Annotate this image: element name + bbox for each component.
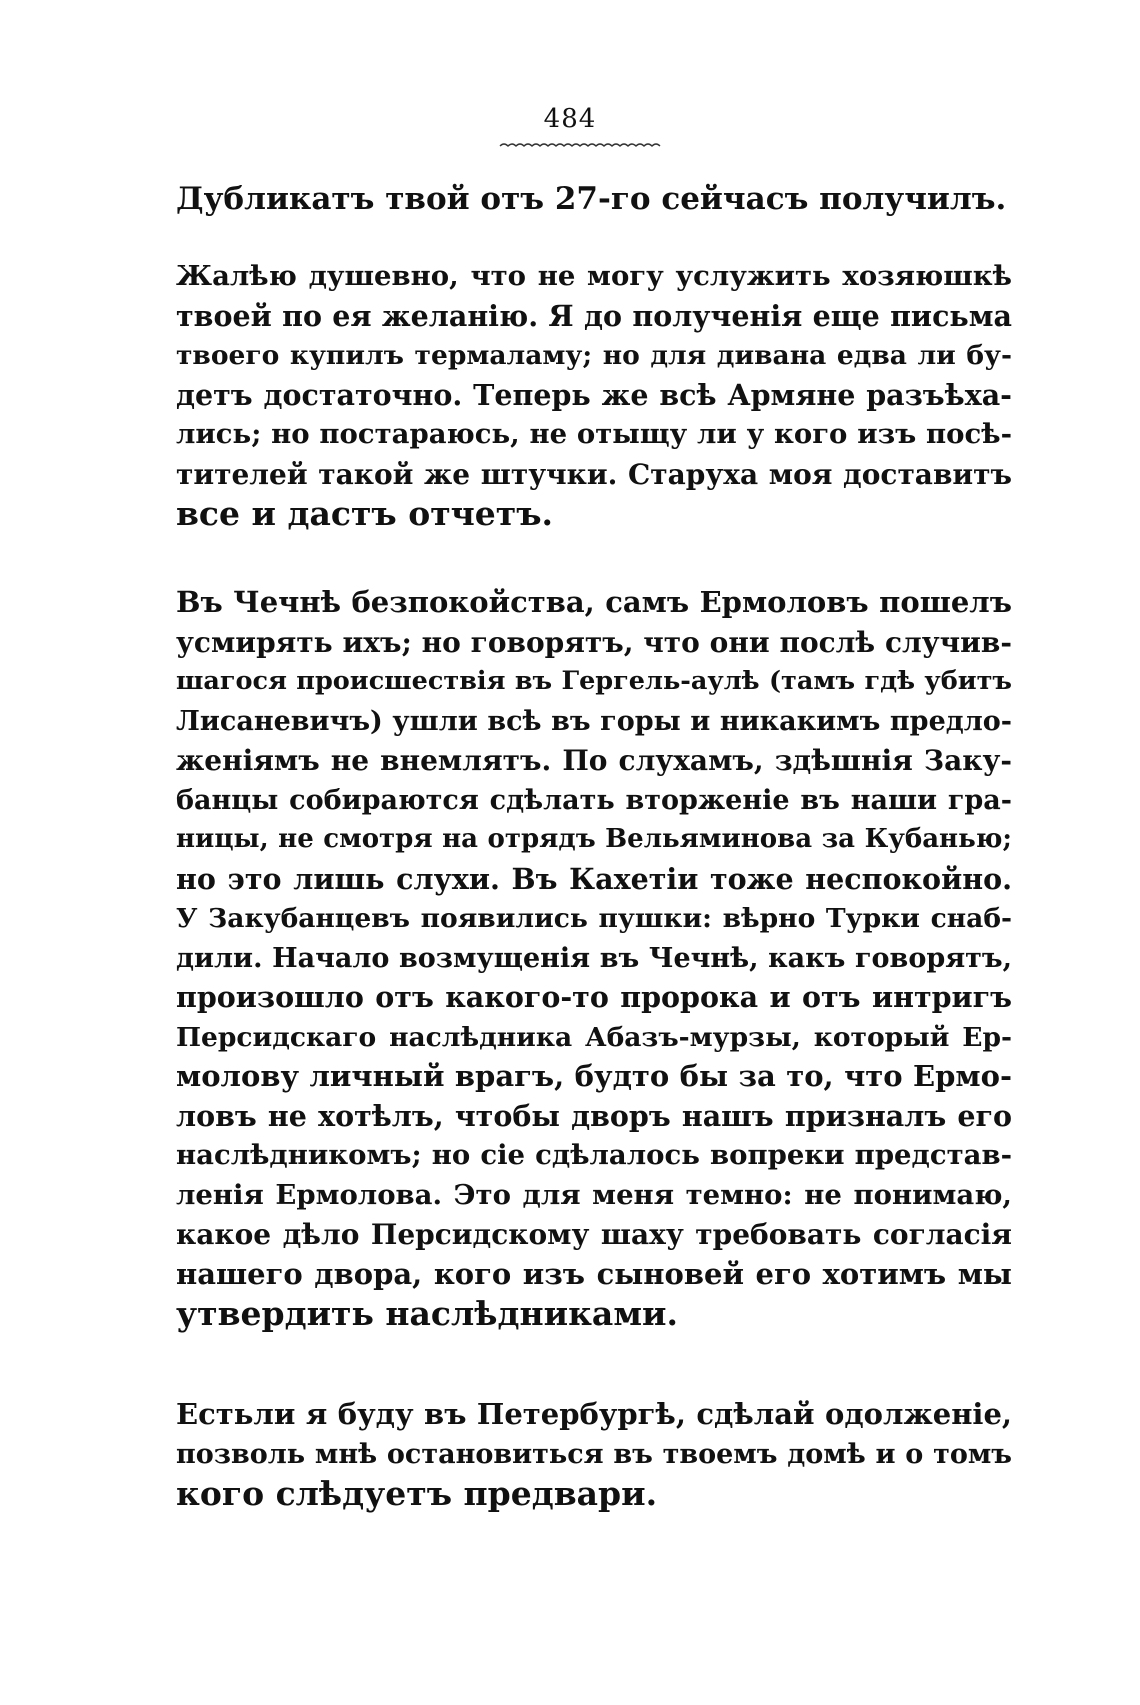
text-line: какое дѣло Персидскому шаху требовать согласія bbox=[176, 1218, 1012, 1251]
text-line: нашего двора, кого изъ сыновей его хотимъ мы bbox=[176, 1256, 1012, 1291]
page-number: 484 bbox=[543, 104, 597, 134]
paragraph-4 bbox=[176, 1395, 1012, 1514]
text-line: Въ Чечнѣ безпокойства, самъ Ермоловъ пошелъ bbox=[176, 585, 1012, 619]
paragraph-3 bbox=[176, 583, 1012, 1334]
text-line: Жалѣю душевно, что не могу услужить хозяюшкѣ bbox=[176, 260, 1012, 292]
text-line: утвердить наслѣдниками. bbox=[176, 1294, 678, 1333]
text-line: твоей по ея желанію. Я до полученія еще письма bbox=[176, 298, 1012, 333]
ornament-divider bbox=[498, 132, 668, 150]
text-line: банцы собираются сдѣлать вторженіе въ наши гра- bbox=[176, 784, 1012, 816]
text-line: У Закубанцевъ появились пушки: вѣрно Турки снаб- bbox=[176, 903, 1012, 934]
text-line: Дубликатъ твой отъ 27-го сейчасъ получилъ. bbox=[176, 181, 1007, 217]
paragraph-1 bbox=[176, 180, 1012, 220]
text-line: молову личный врагъ, будто бы за то, что Ермо- bbox=[176, 1059, 1012, 1093]
text-line: шагося происшествія въ Гергель-аулѣ (тамъ гдѣ убитъ bbox=[176, 666, 1012, 696]
text-line: но это лишь слухи. Въ Кахетіи тоже неспокойно. bbox=[176, 861, 1012, 896]
text-line: ленія Ермолова. Это для меня темно: не понимаю, bbox=[176, 1178, 1012, 1211]
text-line: твоего купилъ термаламу; но для дивана едва ли бу- bbox=[176, 340, 1012, 371]
text-line: усмирять ихъ; но говорятъ, что они послѣ случив- bbox=[176, 625, 1012, 659]
text-line: детъ достаточно. Теперь же всѣ Армяне разъѣха- bbox=[176, 377, 1012, 412]
text-line: Лисаневичъ) ушли всѣ въ горы и никакимъ предло- bbox=[176, 705, 1012, 737]
text-line: произошло отъ какого-то пророка и отъ интригъ bbox=[176, 980, 1012, 1014]
text-line: Естьли я буду въ Петербургѣ, сдѣлай одолженіе, bbox=[176, 1397, 1012, 1431]
text-line: ницы, не смотря на отрядъ Вельяминова за Кубанью; bbox=[176, 824, 1012, 854]
text-line: тителей такой же штучки. Старуха моя доставитъ bbox=[176, 457, 1012, 491]
text-line: Персидскаго наслѣдника Абазъ-мурзы, который Ер- bbox=[176, 1021, 1012, 1053]
text-line: ловъ не хотѣлъ, чтобы дворъ нашъ призналъ его bbox=[176, 1098, 1012, 1133]
text-line: лись; но постараюсь, не отыщу ли у кого изъ посѣ- bbox=[176, 418, 1012, 450]
paragraph-2 bbox=[176, 257, 1012, 534]
text-line: все и дастъ отчетъ. bbox=[176, 494, 554, 533]
text-line: наслѣдникомъ; но сіе сдѣлалось вопреки представ- bbox=[176, 1139, 1012, 1171]
text-line: кого слѣдуетъ предвари. bbox=[176, 1474, 658, 1513]
text-line: позволь мнѣ остановиться въ твоемъ домѣ и о томъ bbox=[176, 1438, 1012, 1470]
text-line: женіямъ не внемлятъ. По слухамъ, здѣшнія Заку- bbox=[176, 744, 1012, 777]
text-line: дили. Начало возмущенія въ Чечнѣ, какъ говорятъ, bbox=[176, 942, 1012, 974]
